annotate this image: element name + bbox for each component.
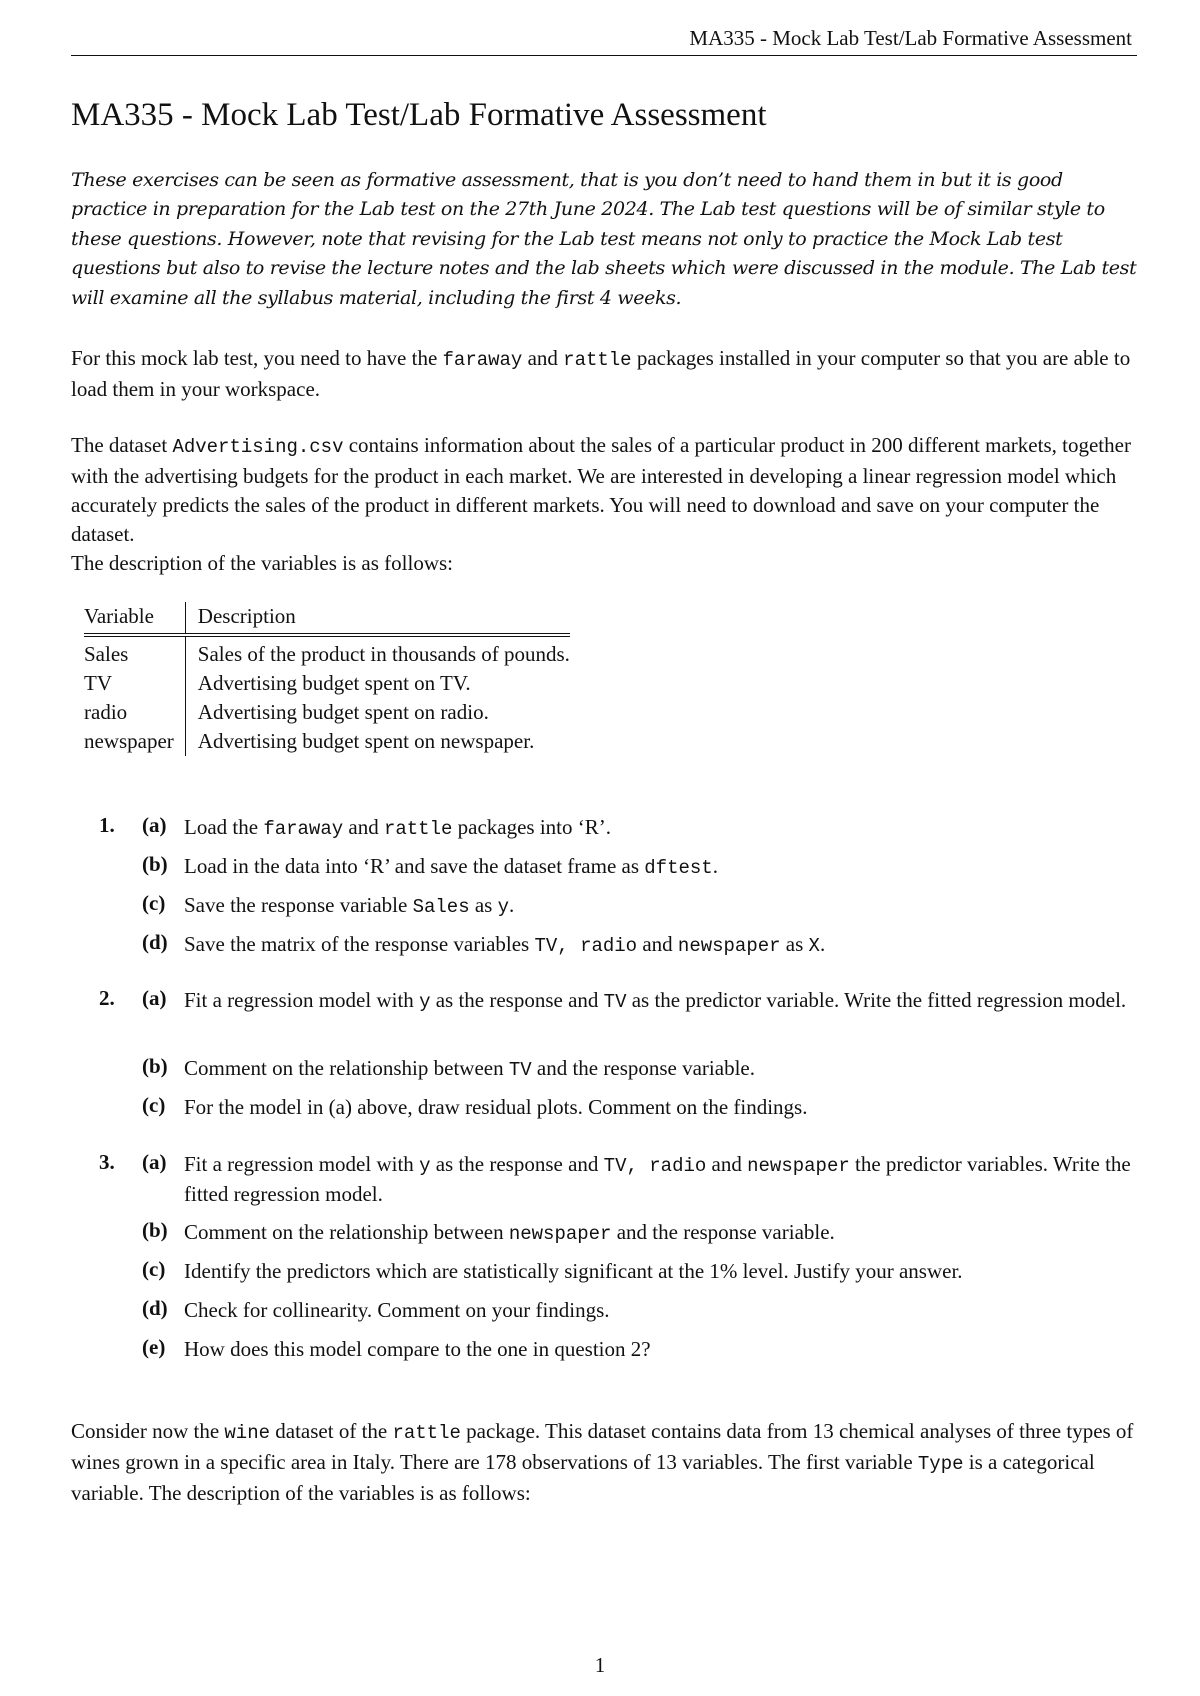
text: package. This dataset contains data from 13 chemical analyses of three types of wines grown in a specific area in Italy. There are 178 observations of 13 variables. The first variable [71,1419,1134,1474]
page-title: MA335 - Mock Lab Test/Lab Formative Assessment [71,97,767,133]
code: newspaper [677,935,781,957]
part-text [184,1093,1134,1121]
table-cell: newspaper [84,729,174,753]
text: contains information about the sales of a particular product in 200 different markets, together with the advertising budgets for the product in each market. We are interested in developing a linear regression model which accurately predicts the sales of the product in different markets. You will need to download and save on your computer the dataset. [71,433,1131,546]
part-text [184,891,1134,921]
text: packages installed in your computer so that you are able to load them in your workspace. [71,346,1131,401]
code: TV, radio [603,1155,707,1177]
part-label: (c) [142,891,166,915]
table-row [84,698,570,727]
text: as the response and [430,1152,604,1176]
code: TV [603,991,627,1013]
wine-dataset-paragraph [71,1417,1139,1508]
text: as [780,932,809,956]
text: as the response and [430,988,604,1012]
text: is a categorical variable. The description of the variables is as follows: [71,1450,1095,1505]
table-header-row [84,602,570,635]
part-text [184,986,1134,1016]
text: Save the matrix of the response variables [184,932,535,956]
table-row [84,635,570,669]
part-label: (b) [142,852,168,876]
text: Comment on the relationship between [184,1056,509,1080]
text: and [343,815,384,839]
table-cell: Advertising budget spent on TV. [185,669,570,698]
part-label: (d) [142,930,168,954]
part-text [184,852,1134,882]
table-header-cell: Description [185,602,570,635]
text: Check for collinearity. Comment on your findings. [184,1298,610,1322]
part-text [184,1150,1134,1208]
table-cell: radio [84,700,128,724]
text: For the model in (a) above, draw residual plots. Comment on the findings. [184,1095,808,1119]
part-text [184,1296,1134,1324]
part-label: (c) [142,1257,166,1281]
table-cell: Advertising budget spent on radio. [185,698,570,727]
text: and [706,1152,748,1176]
part-label: (e) [142,1335,166,1359]
table-cell: Advertising budget spent on newspaper. [185,727,570,756]
code-filename: Advertising.csv [172,436,344,458]
code: rattle [392,1422,461,1444]
part-label: (c) [142,1093,166,1117]
mock-test-paragraph [71,344,1139,404]
text: packages into ‘R’. [452,815,612,839]
text: . [712,854,718,878]
text: . [819,932,826,956]
part-label: (b) [142,1054,168,1078]
table-cell: TV [84,671,112,695]
code: TV, radio [534,935,638,957]
text: and [522,346,564,370]
text: as [469,893,498,917]
text: How does this model compare to the one in question 2? [184,1337,651,1361]
text: dataset of the [270,1419,393,1443]
text: Consider now the [71,1419,225,1443]
question-number: 3. [99,1150,115,1174]
code: rattle [383,818,453,840]
code: X [808,935,820,957]
text: Fit a regression model with [184,988,420,1012]
text: Load the [184,815,264,839]
part-text [184,1335,1134,1363]
table-cell: Sales of the product in thousands of pounds. [185,635,570,669]
table-header-cell: Variable [84,602,185,635]
header-rule [71,55,1137,56]
text: and the response variable. [531,1056,755,1080]
running-header: MA335 - Mock Lab Test/Lab Formative Assessment [689,26,1132,50]
part-text [184,1054,1134,1084]
part-label: (a) [142,813,167,837]
question-number: 2. [99,986,115,1010]
text: The dataset [71,433,173,457]
text: . [509,893,515,917]
code: Type [917,1453,964,1475]
part-text [184,1218,1134,1248]
text: as the predictor variable. Write the fitted regression model. [626,988,1127,1012]
dataset-paragraph [71,431,1139,578]
code: newspaper [508,1223,612,1245]
text: the predictor variables. Write the fitted regression model. [184,1152,1131,1206]
code: y [419,991,431,1013]
text: and the response variable. [611,1220,835,1244]
code: wine [224,1422,271,1444]
text: For this mock lab test, you need to have the [71,346,443,370]
text: Save the response variable [184,893,413,917]
text: Identify the predictors which are statistically significant at the 1% level. Justify your answer. [184,1259,963,1283]
part-text [184,1257,1134,1285]
table-cell: Sales [84,642,129,666]
part-label: (b) [142,1218,168,1242]
code-faraway: faraway [442,349,523,371]
text: Fit a regression model with [184,1152,420,1176]
code: faraway [263,818,344,840]
table-row [84,669,570,698]
part-label: (a) [142,986,167,1010]
code: y [419,1155,431,1177]
code: y [497,896,510,918]
text: Load in the data into ‘R’ and save the dataset frame as [184,854,645,878]
code: newspaper [747,1155,850,1177]
code: Sales [412,896,470,918]
part-text [184,930,1134,960]
text: The description of the variables is as follows: [71,551,453,575]
question-number: 1. [99,813,115,837]
part-label: (a) [142,1150,167,1174]
text: and [637,932,678,956]
table-row [84,727,570,756]
code: dftest [644,857,713,879]
variables-table [84,602,570,756]
page-number: 1 [594,1653,606,1677]
code-rattle: rattle [563,349,632,371]
part-label: (d) [142,1296,168,1320]
code: TV [508,1059,532,1081]
part-text [184,813,1134,843]
intro-paragraph: These exercises can be seen as formative assessment, that is you don’t need to hand them in but it is good practice in preparation for the Lab test on the 27th June 2024. The Lab test questions will be of similar style to these questions. However, note that revising for the Lab test means not only to practice the Mock Lab test questions but also to revise the lecture notes and the lab sheets which were discussed in the module. The Lab test will examine all the syllabus material, including the first 4 weeks. [71,169,1137,309]
text: Comment on the relationship between [184,1220,509,1244]
